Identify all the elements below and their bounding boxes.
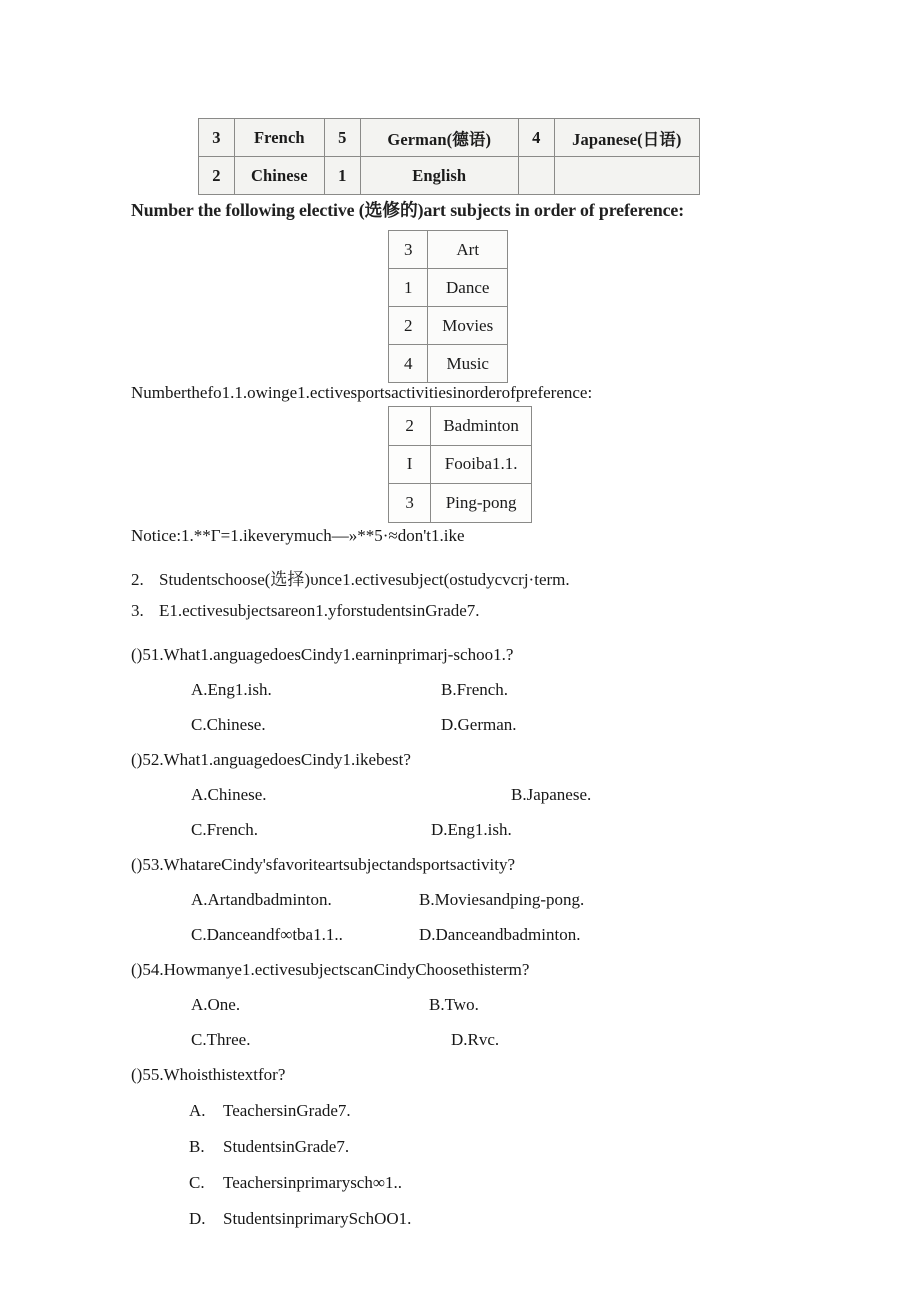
lang-rank-german: 5 xyxy=(324,119,360,157)
list-item-text: E1.ectivesubjectsareon1.yforstudentsinGrade7. xyxy=(159,601,480,620)
question-55-option-c-text: Teachersinprimarysch∞1.. xyxy=(223,1173,402,1192)
table-row xyxy=(389,345,508,383)
question-53-stem: ()53.WhatareCindy'sfavoriteartsubjectandsportsactivity? xyxy=(131,855,516,874)
list-item xyxy=(131,601,480,621)
question-55-option-d[interactable] xyxy=(189,1209,411,1229)
question-52-stem: ()52.What1.anguagedoesCindy1.ikebest? xyxy=(131,750,411,769)
table-row xyxy=(199,119,700,157)
sport-rank-badminton: 2 xyxy=(389,407,431,446)
question-53-option-b[interactable]: B.Moviesandping-pong. xyxy=(419,890,585,909)
art-rank-music: 4 xyxy=(389,345,428,383)
lang-name-french: French xyxy=(234,119,324,157)
question-55-option-a-text: TeachersinGrade7. xyxy=(223,1101,351,1120)
question-55-stem: ()55.Whoisthistextfor? xyxy=(131,1065,286,1084)
question-55-option-a-letter: A. xyxy=(189,1101,206,1120)
table-row xyxy=(389,407,532,446)
sport-label-pingpong: Ping-pong xyxy=(431,484,532,523)
question-55-option-d-letter: D. xyxy=(189,1209,206,1228)
prompt-sports-activities: Numberthefo1.1.owinge1.ectivesportsactivitiesinorderofpreference: xyxy=(131,383,593,402)
question-54-option-a[interactable]: A.One. xyxy=(191,995,241,1014)
question-54-stem: ()54.Howmanye1.ectivesubjectscanCindyChoosethisterm? xyxy=(131,960,530,979)
question-55-option-c[interactable] xyxy=(189,1173,402,1193)
question-53-option-d[interactable]: D.Danceandbadminton. xyxy=(419,925,581,944)
lang-name-japanese: Japanese(日语) xyxy=(554,119,699,157)
question-53-option-a[interactable]: A.Artandbadminton. xyxy=(191,890,332,909)
table-row xyxy=(199,157,700,195)
art-label-movies: Movies xyxy=(428,307,508,345)
sport-rank-pingpong: 3 xyxy=(389,484,431,523)
list-item-index: 3. xyxy=(131,601,144,620)
table-row xyxy=(389,445,532,484)
question-51-stem: ()51.What1.anguagedoesCindy1.earninprimarj-schoo1.? xyxy=(131,645,514,664)
question-55-option-b-letter: B. xyxy=(189,1137,205,1156)
lang-name-empty xyxy=(554,157,699,195)
question-55-option-b[interactable] xyxy=(189,1137,349,1157)
sport-rank-football: I xyxy=(389,445,431,484)
table-row xyxy=(389,484,532,523)
question-51-option-a[interactable]: A.Eng1.ish. xyxy=(191,680,272,699)
question-52-option-c[interactable]: C.French. xyxy=(191,820,259,839)
art-rank-movies: 2 xyxy=(389,307,428,345)
art-subjects-table xyxy=(388,230,508,383)
question-54-option-d[interactable]: D.Rvc. xyxy=(451,1030,500,1049)
question-54-option-c[interactable]: C.Three. xyxy=(191,1030,251,1049)
question-55-option-a[interactable] xyxy=(189,1101,351,1121)
lang-rank-chinese: 2 xyxy=(199,157,235,195)
list-item-text: Studentschoose(选择)υnce1.ectivesubject(ostudycvcrj·term. xyxy=(159,570,570,589)
question-54-option-b[interactable]: B.Two. xyxy=(429,995,479,1014)
question-55-option-b-text: StudentsinGrade7. xyxy=(223,1137,350,1156)
art-label-music: Music xyxy=(428,345,508,383)
sport-label-football: Fooiba1.1. xyxy=(431,445,532,484)
lang-rank-french: 3 xyxy=(199,119,235,157)
table-row xyxy=(389,307,508,345)
list-item xyxy=(131,565,570,590)
lang-name-german: German(德语) xyxy=(360,119,518,157)
question-52-option-d[interactable]: D.Eng1.ish. xyxy=(431,820,512,839)
question-52-option-a[interactable]: A.Chinese. xyxy=(191,785,267,804)
question-55-option-d-text: StudentsinprimarySchOO1. xyxy=(223,1209,412,1228)
list-item-index: 2. xyxy=(131,570,144,589)
notice-line: Notice:1.**Γ=1.ikeverymuch—»**5·≈don't1.ike xyxy=(131,526,465,545)
lang-rank-japanese: 4 xyxy=(518,119,554,157)
sports-activities-table xyxy=(388,406,532,523)
art-rank-art: 3 xyxy=(389,231,428,269)
lang-name-chinese: Chinese xyxy=(234,157,324,195)
table-row xyxy=(389,269,508,307)
lang-name-english: English xyxy=(360,157,518,195)
question-51-option-c[interactable]: C.Chinese. xyxy=(191,715,266,734)
question-51-option-d[interactable]: D.German. xyxy=(441,715,517,734)
sport-label-badminton: Badminton xyxy=(431,407,532,446)
question-55-option-c-letter: C. xyxy=(189,1173,205,1192)
language-preference-table xyxy=(198,118,700,195)
question-53-option-c[interactable]: C.Danceandf∞tba1.1.. xyxy=(191,925,343,944)
art-label-dance: Dance xyxy=(428,269,508,307)
lang-rank-english: 1 xyxy=(324,157,360,195)
lang-rank-empty xyxy=(518,157,554,195)
art-label-art: Art xyxy=(428,231,508,269)
prompt-art-subjects: Number the following elective (选修的)art subjects in order of preference: xyxy=(131,200,685,220)
question-51-option-b[interactable]: B.French. xyxy=(441,680,509,699)
table-row xyxy=(389,231,508,269)
art-rank-dance: 1 xyxy=(389,269,428,307)
question-52-option-b[interactable]: B.Japanese. xyxy=(511,785,592,804)
